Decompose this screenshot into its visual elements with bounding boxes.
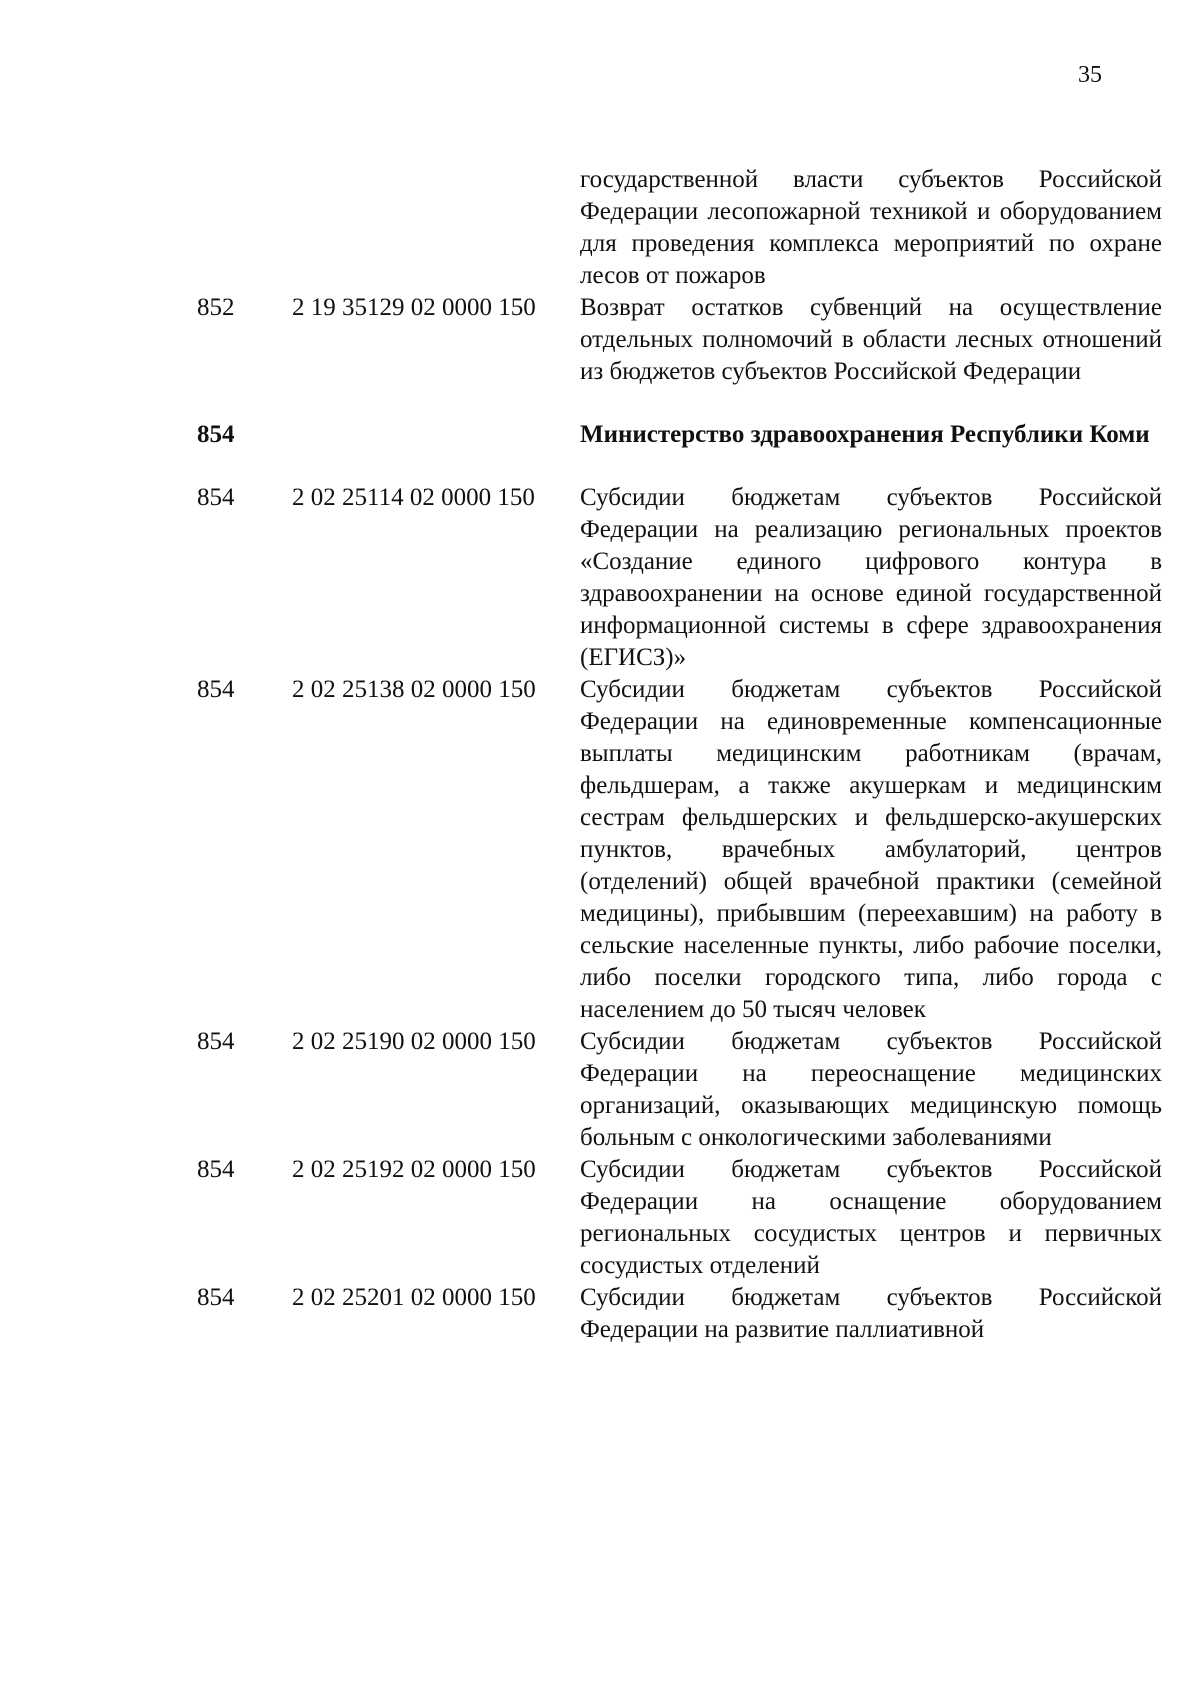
income-description: Возврат остатков субвенций на осуществление отдельных полномочий в области лесных отношений из бюджетов субъектов Российской Федерации bbox=[580, 294, 1162, 385]
budget-classification-code: 2 19 35129 02 0000 150 bbox=[292, 294, 536, 321]
income-description: Субсидии бюджетам субъектов Российской Федерации на переоснащение медицинских организаций, оказывающих медицинскую помощь больным с онкологическими заболеваниями bbox=[580, 1028, 1162, 1151]
admin-code: 854 bbox=[197, 1284, 235, 1311]
administrator-heading-row bbox=[0, 419, 1200, 451]
table-row bbox=[0, 292, 1200, 388]
page-number: 35 bbox=[1078, 62, 1102, 88]
administrator-name: Министерство здравоохранения Республики Коми bbox=[580, 421, 1150, 448]
table-row bbox=[0, 674, 1200, 1026]
admin-code: 854 bbox=[197, 1028, 235, 1055]
budget-classification-code: 2 02 25138 02 0000 150 bbox=[292, 676, 536, 703]
budget-classification-code: 2 02 25114 02 0000 150 bbox=[292, 484, 535, 511]
admin-code: 852 bbox=[197, 294, 235, 321]
table-row bbox=[0, 1154, 1200, 1282]
budget-classification-code: 2 02 25190 02 0000 150 bbox=[292, 1028, 536, 1055]
income-description: Субсидии бюджетам субъектов Российской Федерации на единовременные компенсационные выплаты медицинским работникам (врачам, фельдшерам, а также акушеркам и медицинским сестрам фельдшерских и фельдшерско-акушерских пунктов, врачебных амбулаторий, центров (отделений) общей врачебной практики (семейной медицины), прибывшим (переехавшим) на работу в сельские населенные пункты, либо рабочие поселки, либо поселки городского типа, либо города с населением до 50 тысяч человек bbox=[580, 676, 1162, 1023]
table-row bbox=[0, 1026, 1200, 1154]
budget-classification-code: 2 02 25192 02 0000 150 bbox=[292, 1156, 536, 1183]
budget-code-table bbox=[0, 164, 1200, 1346]
income-description: государственной власти субъектов Российской Федерации лесопожарной техникой и оборудованием для проведения комплекса мероприятий по охране лесов от пожаров bbox=[580, 166, 1162, 289]
admin-code: 854 bbox=[197, 676, 235, 703]
table-row bbox=[0, 164, 1200, 292]
income-description: Субсидии бюджетам субъектов Российской Федерации на реализацию региональных проектов «Создание единого цифрового контура в здравоохранении на основе единой государственной информационной системы в сфере здравоохранения (ЕГИСЗ)» bbox=[580, 484, 1162, 671]
income-description: Субсидии бюджетам субъектов Российской Федерации на развитие паллиативной bbox=[580, 1284, 1162, 1343]
admin-code: 854 bbox=[197, 484, 235, 511]
table-row bbox=[0, 1282, 1200, 1346]
budget-classification-code: 2 02 25201 02 0000 150 bbox=[292, 1284, 536, 1311]
admin-code: 854 bbox=[197, 421, 235, 448]
admin-code: 854 bbox=[197, 1156, 235, 1183]
table-row bbox=[0, 482, 1200, 674]
income-description: Субсидии бюджетам субъектов Российской Федерации на оснащение оборудованием региональных сосудистых центров и первичных сосудистых отделений bbox=[580, 1156, 1162, 1279]
